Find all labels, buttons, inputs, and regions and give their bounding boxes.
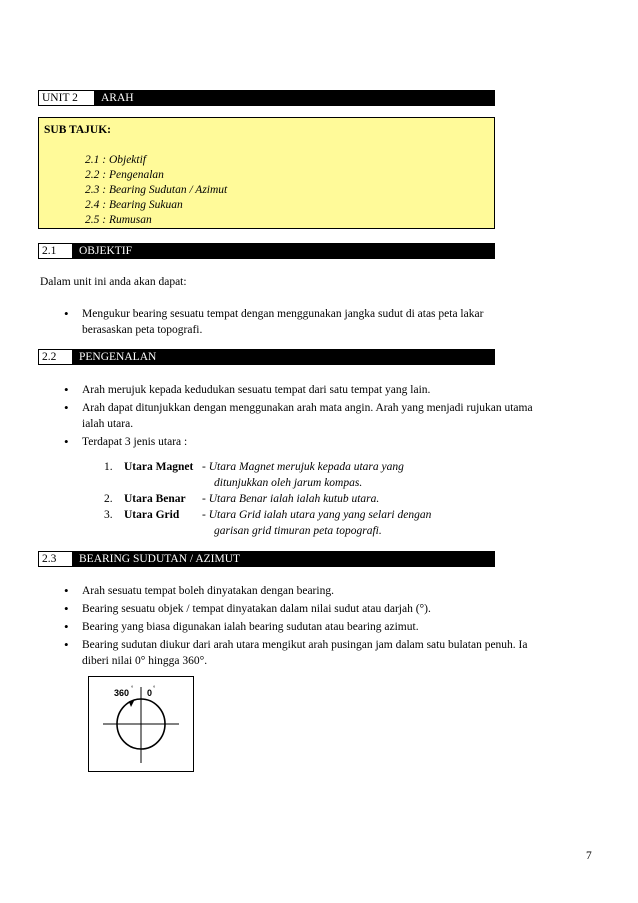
subtajuk-item: 2.4 : Bearing Sukuan: [85, 199, 183, 211]
bullet-text: diberi nilai 0° hingga 360°.: [82, 655, 208, 667]
unit-number: UNIT 2: [38, 90, 95, 106]
utara-term: Utara Magnet: [124, 461, 194, 473]
objektif-intro: Dalam unit ini anda akan dapat:: [40, 276, 187, 288]
bearing-diagram: [89, 677, 193, 771]
bullet-item: [60, 637, 600, 669]
utara-desc: garisan grid timuran peta topografi.: [214, 525, 382, 537]
subtajuk-list: [85, 153, 227, 228]
utara-row: [104, 459, 524, 475]
bullet-item: [60, 400, 600, 432]
bullet-item: • Arah merujuk kepada kedudukan sesuatu tempat dari satu tempat yang lain.: [60, 382, 600, 398]
utara-row-cont: [104, 475, 524, 491]
utara-term: Utara Grid: [124, 509, 180, 521]
subtajuk-item: 2.1 : Objektif: [85, 154, 146, 166]
label-0: 0: [147, 688, 153, 698]
utara-number: 2.: [104, 493, 113, 505]
subtajuk-item: 2.5 : Rumusan: [85, 214, 152, 226]
objektif-bullets: [60, 306, 600, 340]
utara-desc: - Utara Grid ialah utara yang yang selari dengan: [202, 509, 432, 521]
bullet-text: Bearing sudutan diukur dari arah utara mengikut arah pusingan jam dalam satu bulatan penuh. Ia: [82, 639, 528, 651]
utara-row: [104, 491, 524, 507]
unit-header-bar: [38, 90, 495, 106]
section-title: OBJEKTIF: [79, 245, 133, 257]
subtajuk-item: 2.3 : Bearing Sudutan / Azimut: [85, 184, 228, 196]
degree-sign: °: [131, 686, 134, 692]
bullet-text: berasaskan peta topografi.: [82, 324, 203, 336]
utara-desc: ditunjukkan oleh jarum kompas.: [214, 477, 363, 489]
bearing-figure: [88, 676, 194, 772]
unit-title: ARAH: [101, 92, 134, 104]
subtajuk-box: [38, 117, 495, 229]
bullet-item: • Terdapat 3 jenis utara :: [60, 434, 600, 450]
utara-list: [104, 459, 524, 539]
bullet-item: • Bearing sesuatu objek / tempat dinyatakan dalam nilai sudut atau darjah (°).: [60, 601, 600, 617]
bullet-text: Arah dapat ditunjukkan dengan menggunakan arah mata angin. Arah yang menjadi rujukan utama: [82, 402, 533, 414]
utara-number: 3.: [104, 509, 113, 521]
utara-term: Utara Benar: [124, 493, 186, 505]
bullet-item: [60, 306, 600, 338]
utara-number: 1.: [104, 461, 113, 473]
section-number: 2.2: [38, 349, 73, 365]
section-bar-objektif: [38, 243, 495, 259]
bullet-text: ialah utara.: [82, 418, 134, 430]
section-bar-pengenalan: [38, 349, 495, 365]
label-360: 360: [114, 688, 130, 698]
section-title: BEARING SUDUTAN / AZIMUT: [79, 553, 241, 565]
bullet-item: • Bearing yang biasa digunakan ialah bearing sudutan atau bearing azimut.: [60, 619, 600, 635]
degree-sign: °: [153, 686, 156, 692]
pengenalan-bullets: [60, 382, 600, 452]
section-number: 2.3: [38, 551, 73, 567]
bullet-item: • Arah sesuatu tempat boleh dinyatakan dengan bearing.: [60, 583, 600, 599]
bearing-bullets: [60, 583, 600, 671]
subtajuk-heading: SUB TAJUK:: [44, 124, 111, 136]
section-bar-bearing: [38, 551, 495, 567]
utara-row-cont: [104, 523, 524, 539]
subtajuk-item: 2.2 : Pengenalan: [85, 169, 164, 181]
utara-desc: - Utara Magnet merujuk kepada utara yang: [202, 461, 404, 473]
page-number: 7: [586, 850, 592, 862]
section-title: PENGENALAN: [79, 351, 157, 363]
section-number: 2.1: [38, 243, 73, 259]
utara-row: [104, 507, 524, 523]
utara-desc: - Utara Benar ialah ialah kutub utara.: [202, 493, 380, 505]
bullet-text: Mengukur bearing sesuatu tempat dengan menggunakan jangka sudut di atas peta lakar: [82, 308, 484, 320]
